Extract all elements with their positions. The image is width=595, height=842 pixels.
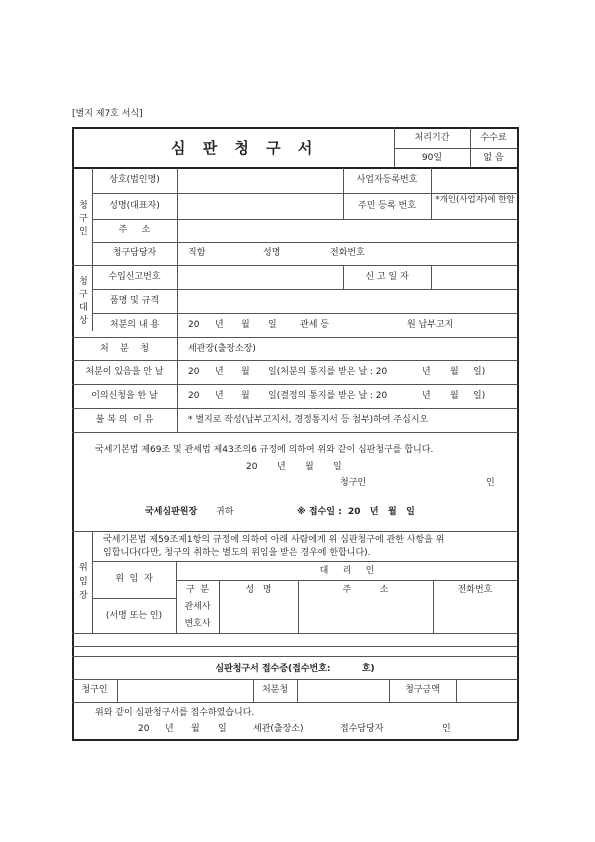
month-label: 월 (305, 462, 314, 472)
month-label: 월 (450, 367, 459, 377)
statement-year: 20 (246, 462, 258, 472)
signature-label: (서명 또는 인) (105, 611, 163, 621)
receipt-authority-label: 처분청 (261, 685, 289, 695)
receipt-text: 위와 같이 심판청구서를 접수하였습니다. (95, 708, 255, 718)
contact-name-label: 성명 (263, 248, 281, 258)
receipt-seal-mark: 인 (442, 724, 451, 734)
receipt-customs-label: 세관(출장소) (253, 724, 304, 734)
year-label: 년 (215, 367, 224, 377)
day-label: 일 (333, 462, 342, 472)
fee-value: 없 음 (483, 153, 504, 163)
month-label: 월 (241, 391, 250, 401)
reason-value: * 별지로 작성(납부고지서, 경정통지서 등 첨부)하여 주십시오 (188, 415, 429, 425)
phone-label: 전화번호 (330, 248, 365, 258)
claim-amount-label: 청구금액 (405, 685, 440, 695)
customs-duty-label: 관세 등 (300, 320, 329, 330)
resident-note: *개인(사업자)에 한함 (435, 195, 515, 205)
authority-label: 처 분 청 (100, 344, 149, 354)
day-label: 일 (218, 724, 227, 734)
year-label: 년 (277, 462, 286, 472)
form-number: [별지 제7호 서식] (72, 109, 143, 119)
receipt-year: 20 (138, 724, 150, 734)
received-date: ※ 접수일 : 20 년 월 일 (297, 507, 415, 517)
objection-year: 20 (188, 391, 200, 401)
seal-mark: 인 (486, 478, 495, 488)
agent-address-label: 주 소 (342, 585, 389, 595)
division-label: 구 분 (185, 585, 210, 595)
disposition-year: 20 (188, 320, 200, 330)
year-label: 년 (165, 724, 174, 734)
year-label: 년 (215, 320, 224, 330)
notice-received-text: 일(처분의 통지를 받은 날 : 20 (268, 367, 388, 377)
lawyer-label: 변호사 (184, 619, 211, 629)
fee-label: 수수료 (480, 133, 507, 143)
position-label: 직함 (188, 248, 206, 258)
year-label: 년 (422, 367, 431, 377)
month-label: 월 (241, 320, 250, 330)
day-label: 일 (268, 320, 277, 330)
agent-phone-label: 전화번호 (457, 585, 493, 595)
statement-text: 국세기본법 제69조 및 관세법 제43조의6 규정에 의하여 위와 같이 심판청구를 합니다. (95, 445, 434, 455)
receipt-title: 심판청구서 접수증(접수번호: 호) (215, 664, 375, 674)
biz-reg-number-label: 사업자등록번호 (356, 175, 418, 185)
disposition-content-label: 처분의 내 용 (109, 320, 160, 330)
representative-name-label: 성명(대표자) (109, 201, 160, 211)
import-declaration-number-label: 수입신고번호 (108, 272, 161, 282)
payment-notice-label: 원 납부고지 (407, 320, 454, 330)
receipt-staff-label: 접수담당자 (340, 724, 384, 734)
delegation-text-2: 임합니다(다만, 청구의 취하는 별도의 위임을 받은 경우에 한합니다). (103, 548, 371, 558)
month-label: 월 (450, 391, 459, 401)
contact-person-label: 청구담당자 (112, 248, 157, 258)
address-label: 주 소 (118, 225, 151, 235)
objection-date-label: 이의신청을 한 날 (91, 391, 158, 401)
reason-label: 불 복 의 이 유 (95, 415, 154, 425)
delegation-section-label: 위 임 장 (79, 563, 88, 601)
delegator-label: 위 임 자 (115, 574, 153, 584)
claimant-section-label: 청 구 인 (79, 201, 88, 237)
known-date-label: 처분이 있음을 안 날 (85, 367, 164, 377)
year-label: 년 (215, 391, 224, 401)
month-label: 월 (241, 367, 250, 377)
delegation-text-1: 국세기본법 제59조제1항의 규정에 의하여 아래 사람에게 위 심판청구에 관한 사항을 위 (103, 535, 445, 545)
processing-period-label: 처리기간 (414, 133, 450, 143)
authority-value: 세관장(출장소장) (188, 344, 256, 354)
year-label: 년 (422, 391, 431, 401)
agent-label: 대 리 인 (319, 566, 375, 576)
claimant-sign-label: 청구인 (340, 478, 367, 488)
customs-broker-label: 관세사 (184, 602, 211, 612)
day-label: 일) (473, 367, 486, 377)
agent-name-label: 성 명 (245, 585, 272, 595)
form-title: 심 판 청 구 서 (171, 139, 319, 157)
known-year: 20 (188, 367, 200, 377)
processing-period-value: 90일 (421, 153, 443, 163)
receipt-claimant-label: 청구인 (81, 685, 108, 695)
resident-number-label: 주민 등록 번호 (358, 201, 416, 211)
item-spec-label: 품명 및 규격 (109, 296, 160, 306)
decision-received-text: 일(결정의 통지를 받은 날 : 20 (268, 391, 388, 401)
declaration-date-label: 신 고 일 자 (365, 272, 409, 282)
target-section-label: 청 구 대 상 (79, 277, 88, 326)
day-label: 일) (473, 391, 486, 401)
month-label: 월 (191, 724, 200, 734)
honorific: 귀하 (216, 507, 234, 517)
addressee: 국세심판원장 (145, 507, 198, 517)
company-name-label: 상호(법인명) (109, 175, 160, 185)
